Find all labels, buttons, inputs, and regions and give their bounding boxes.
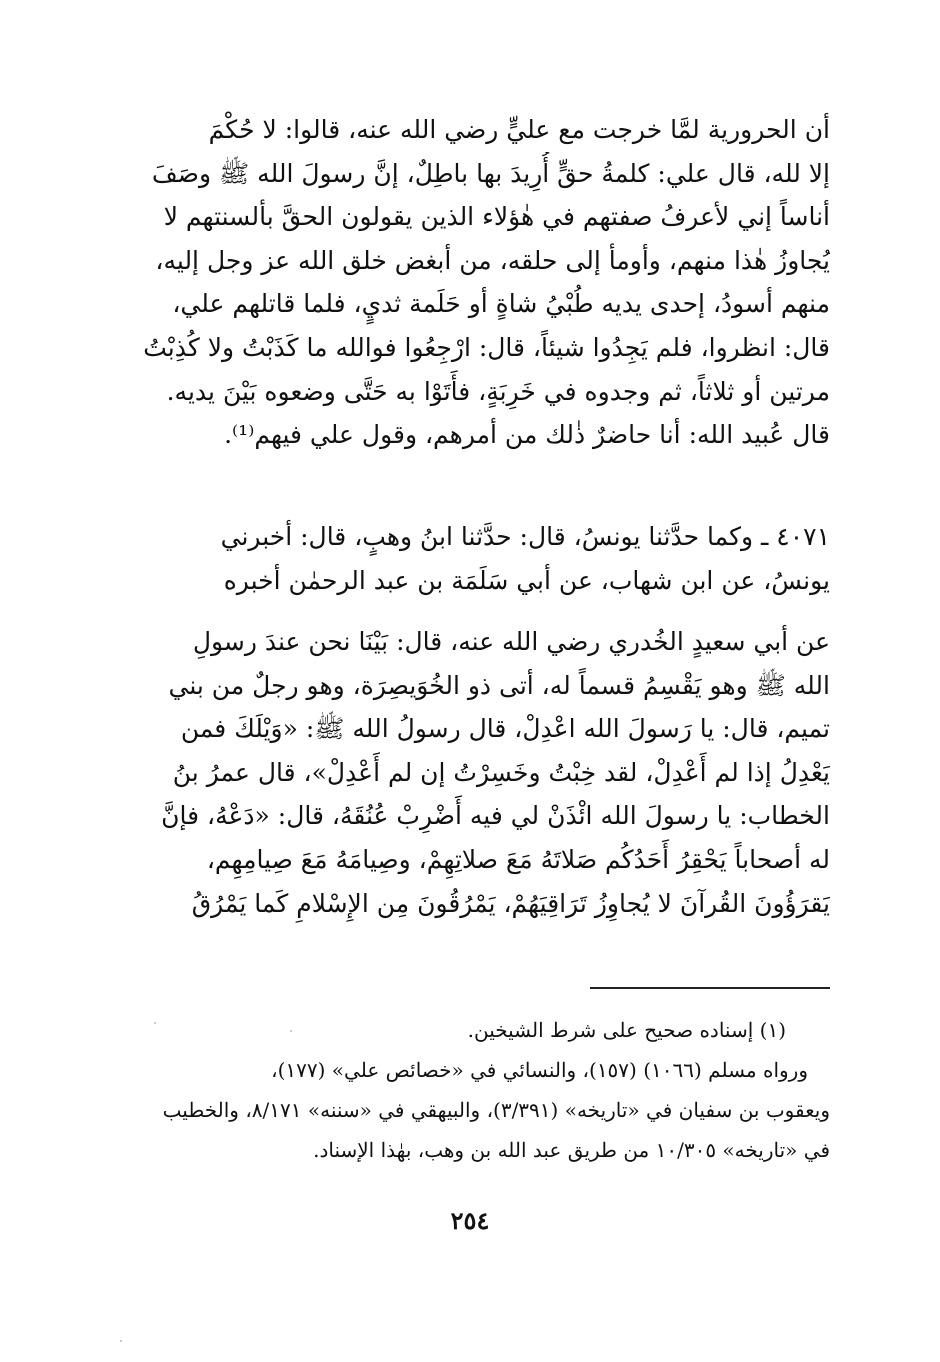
page-number: ٢٥٤ xyxy=(450,1206,490,1235)
footnotes xyxy=(118,1010,830,1170)
text-line: مرتين أو ثلاثاً، ثم وجدوه في خَرِبَةٍ، فأَتَوْا به حَتَّى وضعوه بَيْنَ يديه. xyxy=(166,376,830,406)
text-line: تميم، قال: يا رَسولَ الله اعْدِلْ، قال رسولُ الله ﷺ: «وَيْلَكَ فمن xyxy=(180,714,830,744)
text-line: يُجاوزُ هٰذا منهم، وأومأ إلى حلقه، من أبغض خلق الله عز وجل إليه، xyxy=(155,245,830,275)
paragraph-hadith-khawarij xyxy=(118,108,830,457)
text-line: ٤٠٧١ ـ وكما حدَّثنا يونسُ، قال: حدَّثنا ابنُ وهبٍ، قال: أخبرني xyxy=(220,522,830,551)
text-line: يونسُ، عن ابن شهاب، عن أبي سَلَمَة بن عبد الرحمٰن أخبره xyxy=(223,565,830,595)
text-line: يَقرَؤُونَ القُرآنَ لا يُجاوِزُ تَرَاقِيَهُمْ، يَمْرُقُونَ مِن الإِسْلامِ كَما يَمْرُقُ xyxy=(191,888,830,918)
footnote-line: (١) إسناده صحيح على شرط الشيخين. xyxy=(467,1018,786,1042)
text-line: إلا لله، قال علي: كلمةُ حقٍّ أُرِيدَ بها باطِلٌ، إنَّ رسولَ الله ﷺ وصَفَ xyxy=(151,158,830,188)
text-line: قال: انظروا، فلم يَجِدُوا شيئاً، قال: ارْجِعُوا فوالله ما كَذَبْتُ ولا كُذِبْتُ xyxy=(143,332,830,362)
text-line: الله ﷺ وهو يَقْسِمُ قسماً له، أتى ذو الخُوَيصِرَة، وهو رجلٌ من بني xyxy=(168,670,830,700)
footnote-line: في «تاريخه» ١٠/٣٠٥ من طريق عبد الله بن وهب، بهٰذا الإسناد. xyxy=(313,1138,830,1162)
text-line: قال عُبيد الله: أنا حاضرٌ ذٰلك من أمرهم، وقول علي فيهم⁽¹⁾. xyxy=(224,420,830,450)
footnote-line: ويعقوب بن سفيان في «تاريخه» (٣/٣٩١)، والبيهقي في «سننه» ٨/١٧١، والخطيب xyxy=(162,1098,830,1122)
text-line: يَعْدِلُ إذا لم أَعْدِلْ، لقد خِبْتُ وخَسِرْتُ إن لم أَعْدِلْ»، قال عمرُ بنُ xyxy=(172,757,830,787)
footnote-line: ورواه مسلم (١٠٦٦) (١٥٧)، والنسائي في «خصائص علي» (١٧٧)، xyxy=(271,1058,808,1082)
text-line: عن أبي سعيدٍ الخُدري رضي الله عنه، قال: بَيْنَا نحن عندَ رسولِ xyxy=(192,627,830,656)
text-line: الخطاب: يا رسولَ الله ائْذَنْ لي فيه أَضْرِبْ عُنُقَهُ، قال: «دَعْهُ، فإنَّ xyxy=(161,801,830,831)
text-line: منهم أسودُ، إحدى يديه طُبْيُ شاةٍ أو حَلَمة ثديٍ، فلما قاتلهم علي، xyxy=(172,289,830,319)
text-line: أن الحرورية لمَّا خرجت مع عليٍّ رضي الله عنه، قالوا: لا حُكْمَ xyxy=(208,115,830,144)
paragraph-hadith-4071-isnad xyxy=(118,515,830,602)
text-line: له أصحاباً يَحْقِرُ أَحَدُكُم صَلاتَهُ مَعَ صلاتِهِمْ، وصِيامَهُ مَعَ صِيامِهِم، xyxy=(206,844,830,874)
paragraph-hadith-4071-matn xyxy=(118,620,830,925)
text-line: أناساً إني لأعرفُ صفتهم في هٰؤلاء الذين يقولون الحقَّ بألسنتهم لا xyxy=(163,202,830,232)
scan-speck xyxy=(154,1022,156,1024)
scan-speck xyxy=(290,1030,292,1032)
footnote-separator xyxy=(590,987,830,989)
scan-speck xyxy=(120,1340,122,1342)
